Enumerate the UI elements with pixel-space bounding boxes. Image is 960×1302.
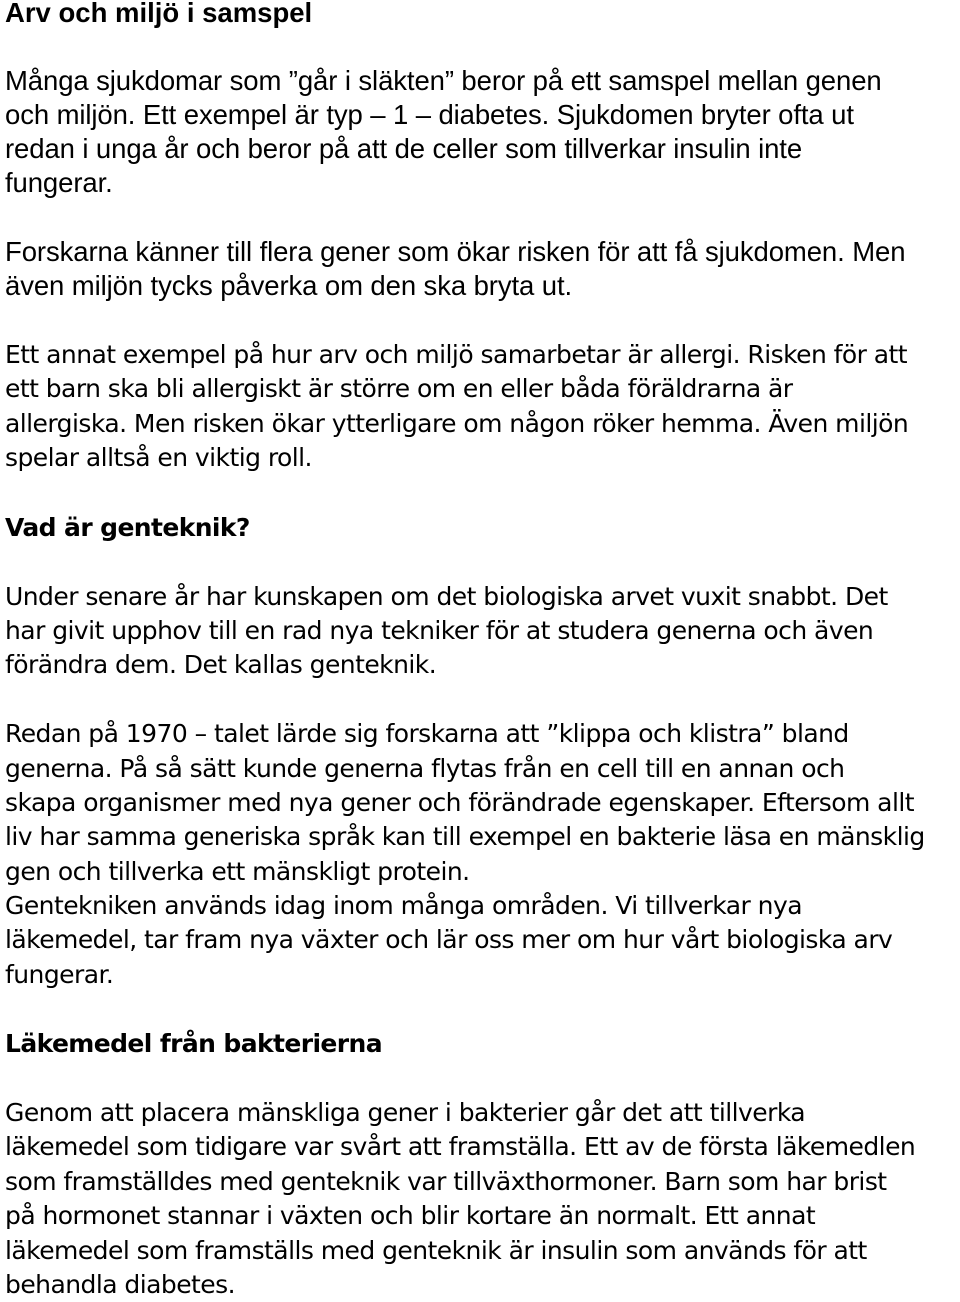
text-line: Ett annat exempel på hur arv och miljö samarbetar är allergi. Risken för att bbox=[5, 340, 908, 369]
text-line: läkemedel, tar fram nya växter och lär oss mer om hur vårt biologiska arv bbox=[5, 925, 893, 954]
text-line: har givit upphov till en rad nya tekniker för at studera generna och även bbox=[5, 616, 874, 645]
text-line: förändra dem. Det kallas genteknik. bbox=[5, 650, 437, 679]
section-heading: Vad är genteknik? bbox=[5, 513, 250, 542]
text-line: och miljön. Ett exempel är typ – 1 – diabetes. Sjukdomen bryter ofta ut bbox=[5, 99, 854, 130]
text-line: som framställdes med genteknik var tillväxthormoner. Barn som har brist bbox=[5, 1167, 887, 1196]
text-line: Många sjukdomar som ”går i släkten” beror på ett samspel mellan genen bbox=[5, 65, 882, 96]
text-line: Gentekniken används idag inom många områden. Vi tillverkar nya bbox=[5, 891, 802, 920]
text-line: Redan på 1970 – talet lärde sig forskarna att ”klippa och klistra” bland bbox=[5, 719, 849, 748]
text-line: behandla diabetes. bbox=[5, 1270, 235, 1299]
text-line: Genom att placera mänskliga gener i bakterier går det att tillverka bbox=[5, 1098, 806, 1127]
text-line: fungerar. bbox=[5, 167, 113, 198]
text-line: redan i unga år och beror på att de celler som tillverkar insulin inte bbox=[5, 133, 803, 164]
text-line: skapa organismer med nya gener och förändrade egenskaper. Eftersom allt bbox=[5, 788, 914, 817]
text-line: Under senare år har kunskapen om det biologiska arvet vuxit snabbt. Det bbox=[5, 582, 888, 611]
text-line: generna. På så sätt kunde generna flytas från en cell till en annan och bbox=[5, 754, 845, 783]
text-line: gen och tillverka ett mänskligt protein. bbox=[5, 857, 470, 886]
text-line: läkemedel som tidigare var svårt att framställa. Ett av de första läkemedlen bbox=[5, 1132, 916, 1161]
text-line: även miljön tycks påverka om den ska bryta ut. bbox=[5, 270, 573, 301]
text-line: allergiska. Men risken ökar ytterligare om någon röker hemma. Även miljön bbox=[5, 409, 909, 438]
text-line: ett barn ska bli allergiskt är större om en eller båda föräldrarna är bbox=[5, 374, 793, 403]
text-line: fungerar. bbox=[5, 960, 114, 989]
text-line: på hormonet stannar i växten och blir kortare än normalt. Ett annat bbox=[5, 1201, 816, 1230]
text-line: läkemedel som framställs med genteknik är insulin som används för att bbox=[5, 1236, 867, 1265]
text-line: spelar alltså en viktig roll. bbox=[5, 443, 312, 472]
section-heading: Läkemedel från bakterierna bbox=[5, 1029, 382, 1058]
text-line: Forskarna känner till flera gener som ökar risken för att få sjukdomen. Men bbox=[5, 236, 906, 267]
text-line: liv har samma generiska språk kan till exempel en bakterie läsa en mänsklig bbox=[5, 822, 925, 851]
page-title: Arv och miljö i samspel bbox=[5, 0, 313, 28]
